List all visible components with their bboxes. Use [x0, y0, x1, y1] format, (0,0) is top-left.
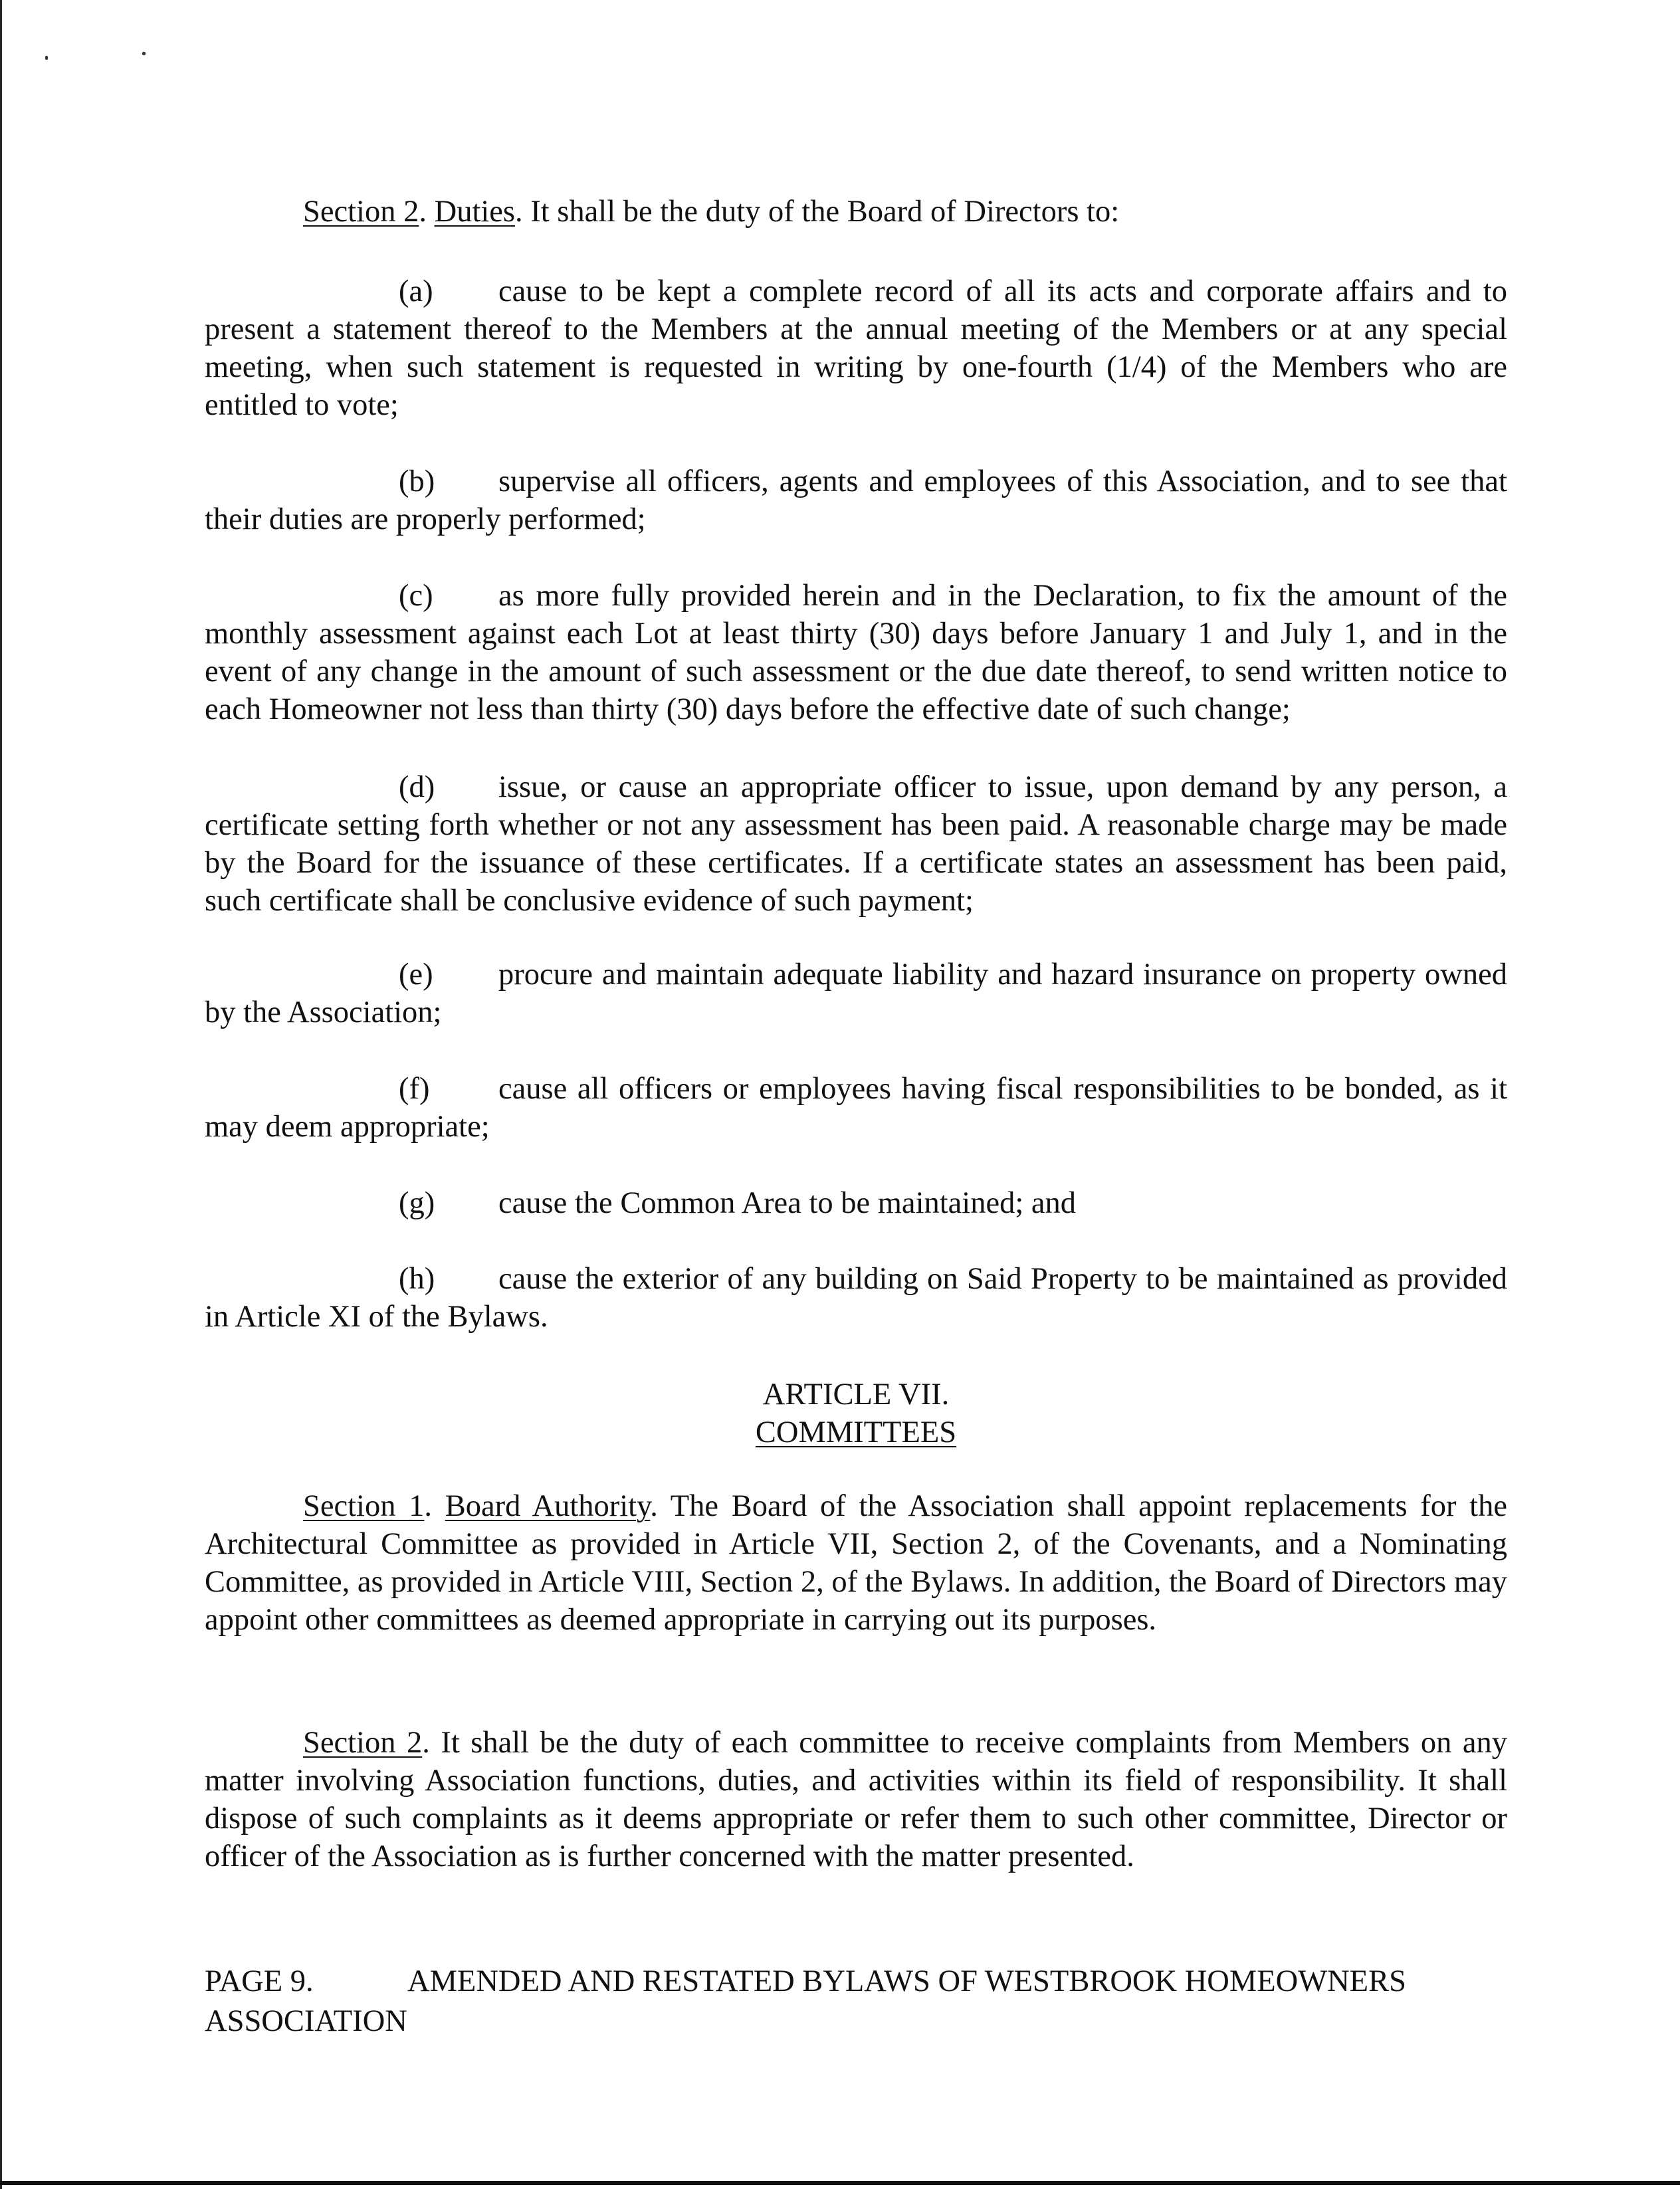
article-heading [205, 1376, 1507, 1451]
section-title: Board Authority [445, 1489, 651, 1523]
item-label: (f) [399, 1072, 430, 1106]
page-footer [205, 1962, 1507, 2041]
item-text: cause to be kept a complete record of all its acts and corporate affairs and to present a statement thereof to the Members at the annual meeting of the Members or at any special meeting, when such statement is requested in writing by one-fourth (1/4) of the Members who are entitled to vote; [205, 274, 1507, 422]
section-text: The Board of the Association shall appoint replacements for the Architectural Committee as provided in Article VII, Section 2, of the Covenants, and a Nominating Committee, as provided in Article VIII, Section 2, of the Bylaws. In addition, the Board of Directors may appoint other committees as deemed appropriate in carrying out its purposes. [205, 1489, 1507, 1637]
article-title-text: COMMITTEES [755, 1415, 957, 1449]
section-label: Section 1 [303, 1489, 425, 1523]
article-title [205, 1413, 1507, 1451]
item-label: (a) [399, 274, 433, 308]
item-label: (g) [399, 1186, 435, 1220]
section-text: It shall be the duty of each committee to receive complaints from Members on any matter involving Association functions, duties, and activities within its field of responsibility. It shall dispose of such complaints as it deems appropriate or refer them to such other committee, Director or officer of the Association as is further concerned with the matter presented. [205, 1726, 1508, 1873]
scan-speck [45, 56, 48, 60]
footer-title-line2: ASSOCIATION [205, 2004, 407, 2038]
item-label: (d) [399, 770, 435, 804]
scan-speck [142, 52, 146, 55]
section2-duties-heading: Section 2. Duties. It shall be the duty of the Board of Directors to: [303, 195, 1120, 229]
committees-section2: Section 2. It shall be the duty of each committee to receive complaints from Members on any matter involving Association functions, duties, and activities within its field of responsibility. It shall dispose of such complaints as it deems appropriate or refer them to such other committee, Director or officer of the Association as is further concerned with the matter presented. [205, 1726, 1508, 1873]
duty-item-d [205, 768, 1507, 920]
item-text: procure and maintain adequate liability and hazard insurance on property owned by the Association; [205, 958, 1507, 1029]
item-text: cause the exterior of any building on Said Property to be maintained as provided in Article XI of the Bylaws. [205, 1262, 1507, 1334]
article-number: ARTICLE VII. [762, 1378, 950, 1411]
section-label: Section 2 [303, 1726, 423, 1760]
committees-section1: Section 1. Board Authority. The Board of the Association shall appoint replacements for the Architectural Committee as provided in Article VII, Section 2, of the Covenants, and a Nominating Committee, as provided in Article VIII, Section 2, of the Bylaws. In addition, the Board of Directors may appoint other committees as deemed appropriate in carrying out its purposes. [205, 1489, 1507, 1637]
duty-item-f [205, 1070, 1507, 1146]
item-text: cause the Common Area to be maintained; and [498, 1186, 1077, 1220]
duty-item-g [205, 1184, 1507, 1222]
duty-item-c [205, 577, 1507, 728]
item-text: cause all officers or employees having fiscal responsibilities to be bonded, as it may deem appropriate; [205, 1072, 1507, 1144]
duty-item-b [205, 463, 1507, 538]
footer-page-number: PAGE 9. [205, 1964, 314, 1998]
section-label: Section 2 [303, 195, 419, 229]
section-intro: It shall be the duty of the Board of Directors to: [530, 195, 1120, 229]
item-text: issue, or cause an appropriate officer to issue, upon demand by any person, a certificate setting forth whether or not any assessment has been paid. A reasonable charge may be made by the Board for the issuance of these certificates. If a certificate states an assessment has been paid, such certificate shall be conclusive evidence of such payment; [205, 770, 1507, 918]
section-title: Duties [434, 195, 516, 229]
item-label: (h) [399, 1262, 435, 1296]
scan-edge-bottom [0, 2181, 1680, 2185]
scan-edge-left [0, 0, 2, 2189]
item-label: (b) [399, 465, 435, 498]
item-label: (c) [399, 579, 433, 613]
footer-line-1 [205, 1962, 1507, 2002]
duty-item-h [205, 1260, 1507, 1336]
item-label: (e) [399, 958, 433, 991]
item-text: supervise all officers, agents and employees of this Association, and to see that their duties are properly performed; [205, 465, 1507, 536]
footer-title-line1: AMENDED AND RESTATED BYLAWS OF WESTBROOK HOMEOWNERS [407, 1964, 1406, 1998]
duty-item-e [205, 956, 1507, 1031]
item-text: as more fully provided herein and in the Declaration, to fix the amount of the monthly assessment against each Lot at least thirty (30) days before January 1 and July 1, and in the event of any change in the amount of such assessment or the due date thereof, to send written notice to each Homeowner not less than thirty (30) days before the effective date of such change; [205, 579, 1507, 726]
duty-item-a [205, 272, 1507, 424]
